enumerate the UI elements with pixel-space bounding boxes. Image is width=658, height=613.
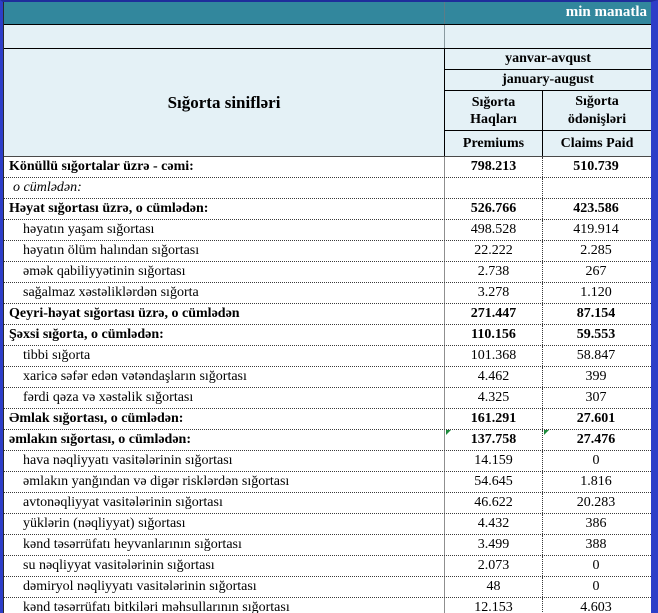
column-header-classes: Sığorta sinifləri xyxy=(4,49,445,156)
row-label-cell: sağalmaz xəstəliklərdən sığorta xyxy=(4,283,445,303)
unit-label: min manatla xyxy=(565,4,647,20)
row-label-cell: avtonəqliyyat vasitələrinin sığortası xyxy=(4,493,445,513)
period-label-az: yanvar-avqust xyxy=(445,49,651,70)
premiums-cell: 4.462 xyxy=(445,367,543,387)
table-row xyxy=(4,388,651,409)
row-label-cell: fərdi qəza və xəstəlik sığortası xyxy=(4,388,445,408)
row-label-cell: kənd təsərrüfatı bitkiləri məhsullarının sığortası xyxy=(4,598,445,613)
claims-cell: 20.283 xyxy=(576,495,616,510)
table-row xyxy=(4,178,651,199)
table-row xyxy=(4,472,651,493)
table-row xyxy=(4,346,651,367)
table-row xyxy=(4,199,651,220)
table-header xyxy=(4,49,651,157)
premiums-cell: 110.156 xyxy=(445,325,543,345)
row-label-cell: o cümlədən: xyxy=(4,178,445,198)
claims-cell: 0 xyxy=(592,453,600,468)
row-label-cell: Könüllü sığortalar üzrə - cəmi: xyxy=(4,157,445,177)
table-row xyxy=(4,220,651,241)
row-label-cell: tibbi sığorta xyxy=(4,346,445,366)
period-label-en: january-august xyxy=(445,70,651,91)
claims-cell: 419.914 xyxy=(573,222,619,237)
table-row xyxy=(4,241,651,262)
premiums-cell: 14.159 xyxy=(445,451,543,471)
column-header-premiums-az: Sığorta Haqları xyxy=(445,91,543,130)
table-row xyxy=(4,556,651,577)
sheet-area xyxy=(3,2,651,613)
row-label-cell: Həyat sığortası üzrə, o cümlədən: xyxy=(4,199,445,219)
premiums-cell: 54.645 xyxy=(445,472,543,492)
table-row xyxy=(4,535,651,556)
premiums-cell: 137.758 xyxy=(445,430,543,450)
table-row xyxy=(4,283,651,304)
spacer-right-cell xyxy=(445,25,651,48)
row-label-cell: Şəxsi sığorta, o cümlədən: xyxy=(4,325,445,345)
premiums-cell: 22.222 xyxy=(445,241,543,261)
claims-cell: 27.476 xyxy=(543,430,649,450)
premiums-cell: 46.622 xyxy=(445,493,543,513)
spacer-row xyxy=(4,25,651,49)
claims-cell: 0 xyxy=(592,558,600,573)
row-label-cell: həyatın ölüm halından sığortası xyxy=(4,241,445,261)
title-band-left-cell xyxy=(4,2,445,24)
premiums-cell: 271.447 xyxy=(445,304,543,324)
title-band xyxy=(4,2,651,25)
claims-cell: 388 xyxy=(585,537,607,552)
premiums-cell: 4.325 xyxy=(445,388,543,408)
table-row xyxy=(4,325,651,346)
table-header-right xyxy=(445,49,651,156)
premiums-cell: 48 xyxy=(445,577,543,597)
claims-cell: 386 xyxy=(585,516,607,531)
claims-cell: 27.601 xyxy=(576,411,616,426)
premiums-cell: 3.499 xyxy=(445,535,543,555)
premiums-cell: 161.291 xyxy=(445,409,543,429)
claims-cell: 2.285 xyxy=(580,243,612,258)
claims-cell: 399 xyxy=(585,369,607,384)
cell-flag-indicator xyxy=(446,430,451,435)
claims-cell: 267 xyxy=(585,264,607,279)
table-body xyxy=(4,157,651,613)
table-row xyxy=(4,451,651,472)
table-row xyxy=(4,577,651,598)
row-label-cell: dəmiryol nəqliyyatı vasitələrinin sığortası xyxy=(4,577,445,597)
table-row xyxy=(4,367,651,388)
claims-cell: 87.154 xyxy=(576,306,616,321)
premiums-cell: 798.213 xyxy=(445,157,543,177)
row-label-cell: hava nəqliyyatı vasitələrinin sığortası xyxy=(4,451,445,471)
claims-cell: 1.816 xyxy=(580,474,612,489)
table-row xyxy=(4,598,651,613)
premiums-cell xyxy=(445,178,543,198)
table-row xyxy=(4,514,651,535)
table-row xyxy=(4,493,651,514)
column-header-claims-en: Claims Paid xyxy=(560,135,634,151)
row-label-cell: əmlakın yanğından və digər risklərdən sığortası xyxy=(4,472,445,492)
spacer-left-cell xyxy=(4,25,445,48)
table-row xyxy=(4,157,651,178)
row-label-cell: həyatın yaşam sığortası xyxy=(4,220,445,240)
claims-cell: 58.847 xyxy=(576,348,616,363)
claims-cell: 4.603 xyxy=(580,600,612,613)
row-label-cell: Qeyri-həyat sığortası üzrə, o cümlədən xyxy=(4,304,445,324)
claims-cell xyxy=(543,178,649,198)
column-headers-en xyxy=(445,131,651,156)
claims-cell: 59.553 xyxy=(576,327,616,342)
row-label-cell: əmlakın sığortası, o cümlədən: xyxy=(4,430,445,450)
column-header-claims-az: Sığorta ödənişləri xyxy=(567,93,627,127)
premiums-cell: 4.432 xyxy=(445,514,543,534)
claims-cell: 0 xyxy=(592,579,600,594)
table-row xyxy=(4,409,651,430)
table-row xyxy=(4,304,651,325)
premiums-cell: 526.766 xyxy=(445,199,543,219)
row-label-cell: yüklərin (nəqliyyat) sığortası xyxy=(4,514,445,534)
column-header-premiums-en: Premiums xyxy=(445,131,543,156)
premiums-cell: 2.073 xyxy=(445,556,543,576)
premiums-cell: 101.368 xyxy=(445,346,543,366)
claims-cell: 1.120 xyxy=(580,285,612,300)
claims-cell: 510.739 xyxy=(573,159,619,174)
row-label-cell: xaricə səfər edən vətəndaşların sığortası xyxy=(4,367,445,387)
column-headers-az xyxy=(445,91,651,131)
cell-flag-indicator xyxy=(544,430,549,435)
premiums-cell: 3.278 xyxy=(445,283,543,303)
premiums-cell: 2.738 xyxy=(445,262,543,282)
row-label-cell: əmək qabiliyyətinin sığortası xyxy=(4,262,445,282)
premiums-cell: 12.153 xyxy=(445,598,543,613)
table-row xyxy=(4,430,651,451)
claims-cell: 423.586 xyxy=(573,201,619,216)
claims-cell: 307 xyxy=(585,390,607,405)
row-label-cell: su nəqliyyat vasitələrinin sığortası xyxy=(4,556,445,576)
row-label-cell: kənd təsərrüfatı heyvanlarının sığortası xyxy=(4,535,445,555)
table-row xyxy=(4,262,651,283)
row-label-cell: Əmlak sığortası, o cümlədən: xyxy=(4,409,445,429)
premiums-cell: 498.528 xyxy=(445,220,543,240)
